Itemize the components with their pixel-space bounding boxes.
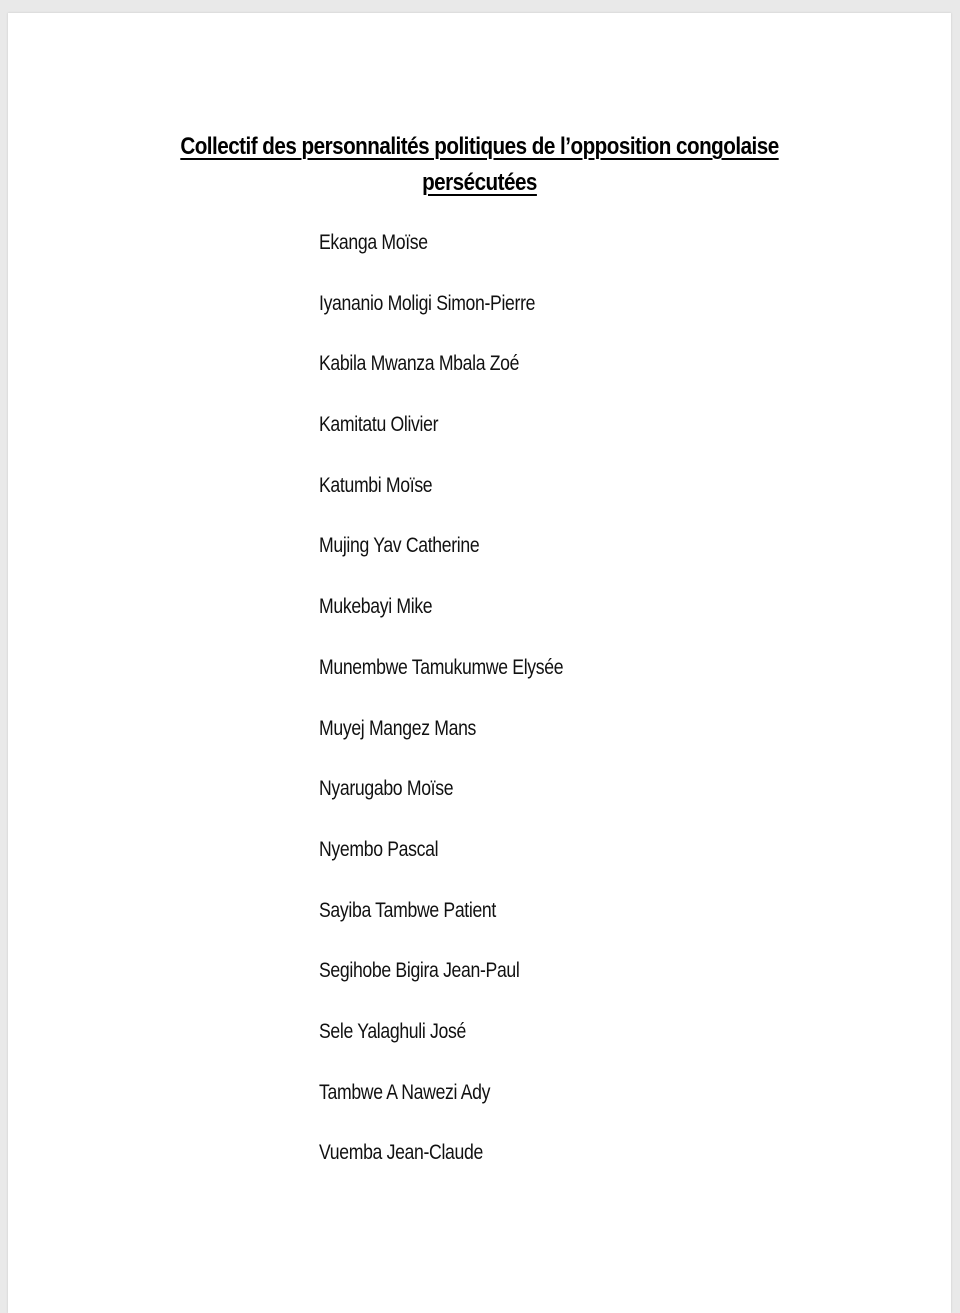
- name-item: Nyarugabo Moïse: [319, 777, 454, 801]
- name-item: Mukebayi Mike: [319, 595, 433, 619]
- name-item: Munembwe Tamukumwe Elysée: [319, 655, 564, 679]
- name-item: Segihobe Bigira Jean-Paul: [319, 959, 520, 983]
- name-item: Ekanga Moïse: [319, 231, 428, 254]
- document-title: [74, 129, 885, 201]
- name-item: Kamitatu Olivier: [319, 413, 439, 437]
- name-item: Nyembo Pascal: [319, 837, 439, 861]
- name-item: Muyej Mangez Mans: [319, 716, 477, 740]
- title-line-1: Collectif des personnalités politiques de l’opposition congolaise: [180, 133, 779, 160]
- name-item: Sele Yalaghuli José: [319, 1019, 466, 1043]
- name-item: Kabila Mwanza Mbala Zoé: [319, 352, 520, 376]
- title-line-2: persécutées: [422, 169, 537, 196]
- name-item: Mujing Yav Catherine: [319, 534, 480, 558]
- document-page: [8, 13, 951, 1313]
- name-item: Vuemba Jean-Claude: [319, 1141, 483, 1165]
- name-item: Sayiba Tambwe Patient: [319, 898, 496, 922]
- name-item: Katumbi Moïse: [319, 473, 433, 497]
- name-item: Tambwe A Nawezi Ady: [319, 1080, 491, 1104]
- names-list: [319, 229, 610, 1200]
- name-item: Iyananio Moligi Simon-Pierre: [319, 291, 536, 315]
